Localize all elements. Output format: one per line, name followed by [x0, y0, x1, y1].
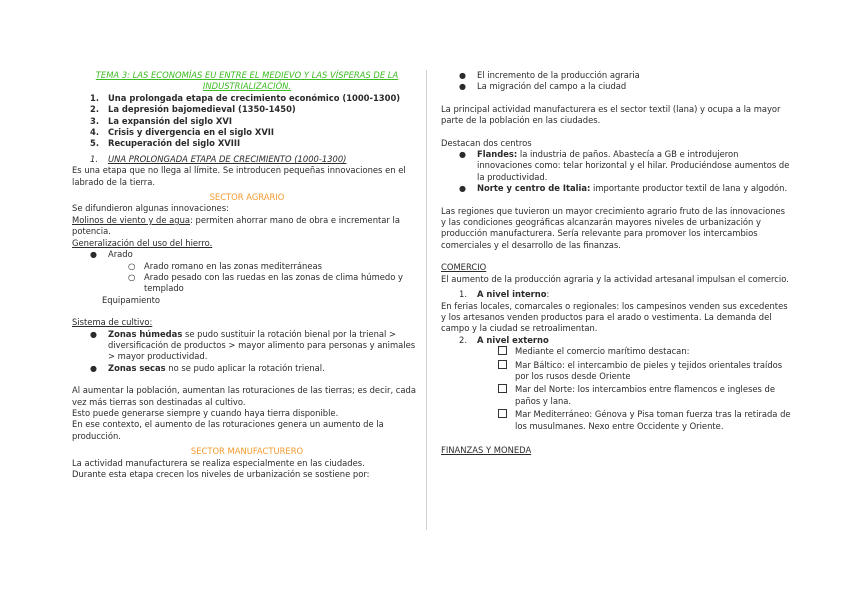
roturaciones-paragraph: Al aumentar la población, aumentan las roturaciones de las tierras; es decir, cada vez más tierras son destinadas al cultivo. [72, 385, 416, 407]
checklist-item: Mar Mediterráneo: Génova y Pisa toman fuerza tras la retirada de los musulmanes. Nexo entre Occidente y Oriente. [441, 409, 791, 432]
document-title: TEMA 3: LAS ECONOMÍAS EU ENTRE EL MEDIEVO Y LAS VÍSPERAS DE LA INDUSTRIALIZACIÓN. [95, 70, 399, 92]
externo-heading: 2. A nivel externo [459, 334, 549, 345]
list-item: ● Flandes: la industria de paños. Abastecía a GB e introdujeron innovaciones como: telar horizontal y el hilar. Produciéndose aumentos de la productividad. [459, 149, 790, 182]
right-column [441, 70, 791, 456]
comercio-intro: El aumento de la producción agraria y la actividad artesanal impulsan el comercio. [441, 273, 789, 284]
toc-item: 3. La expansión del siglo XVI [90, 115, 232, 126]
left-column [72, 70, 422, 480]
checklist-item: Mar del Norte: los intercambios entre flamencos e ingleses de paños y lana. [441, 384, 791, 407]
bullet-icon: ● [459, 150, 466, 160]
agrario-intro: Se difundieron algunas innovaciones: [72, 203, 229, 214]
checklist-item: Mediante el comercio marítimo destacan: [441, 346, 791, 357]
checkbox-icon[interactable] [498, 346, 507, 355]
list-item: ○ Arado pesado con las ruedas en las zonas de clima húmedo y templado [128, 271, 403, 294]
roturaciones-paragraph: En ese contexto, el aumento de las roturaciones genera un aumento de la producción. [72, 419, 384, 441]
bullet-icon: ● [459, 82, 466, 92]
sector-manufacturero-heading: SECTOR MANUFACTURERO [190, 446, 304, 457]
list-item: ○ Arado romano en las zonas mediterráneas [128, 260, 322, 271]
finanzas-heading: FINANZAS Y MONEDA [441, 444, 532, 455]
toc-item: 1. Una prolongada etapa de crecimiento económico (1000-1300) [90, 92, 401, 103]
list-item: ● Zonas secas no se pudo aplicar la rotación trienal. [90, 362, 325, 373]
bullet-icon: ● [90, 250, 97, 260]
bullet-icon: ● [459, 71, 466, 80]
cultivo-heading: Sistema de cultivo: [72, 317, 153, 328]
sector-agrario-heading: SECTOR AGRARIO [209, 192, 285, 203]
manufacturero-paragraph: Durante esta etapa crecen los niveles de urbanización se sostiene por: [72, 469, 370, 479]
checkbox-icon[interactable] [498, 384, 507, 393]
bullet-icon: ● [459, 184, 466, 194]
circle-bullet-icon: ○ [128, 271, 136, 282]
hierro-heading: Generalización del uso del hierro. [72, 237, 213, 248]
checkbox-icon[interactable] [498, 360, 507, 369]
comercio-heading: COMERCIO [441, 262, 487, 273]
destacan-label: Destacan dos centros [441, 137, 532, 148]
bullet-icon: ● [90, 363, 97, 373]
regiones-paragraph: Las regiones que tuvieron un mayor crecimiento agrario fruto de las innovaciones y las condiciones geográficas alcanzarán mayores niveles de urbanización y producción manufacturera. Sería relevante para promover los intercambios comerciales y el desarrollo de las finanzas. [441, 205, 786, 250]
checkbox-icon[interactable] [498, 409, 507, 418]
checklist-item: Mar Báltico: el intercambio de pieles y tejidos orientales traídos por los rusos desde Oriente [441, 360, 791, 383]
toc-item: 5. Recuperación del siglo XVIII [90, 138, 241, 149]
table-of-contents [72, 93, 422, 150]
list-item: ● Zonas húmedas se pudo sustituir la rotación bienal por la trienal > diversificación de productos > mayor alimento para personas y animales > mayor productividad. [90, 328, 416, 362]
textil-paragraph: La principal actividad manufacturera es el sector textil (lana) y ocupa a la mayor parte de la población en las ciudades. [441, 103, 781, 126]
list-item: ● Arado [90, 249, 133, 260]
circle-bullet-icon: ○ [128, 260, 136, 271]
list-item: ● Norte y centro de Italia: importante productor textil de lana y algodón. [459, 183, 788, 194]
list-item: ● El incremento de la producción agraria [459, 70, 640, 80]
interno-paragraph: En ferias locales, comarcales o regionales: los campesinos venden sus excedentes y los artesanos venden productos para el arado o vestimenta. La demanda del campo y la ciudad se retroalimentan. [441, 300, 788, 334]
section-1-heading: 1. UNA PROLONGADA ETAPA DE CRECIMIENTO (1000-1300) [90, 153, 347, 164]
bullet-icon: ● [90, 329, 97, 339]
interno-heading: 1. A nivel interno: [459, 289, 550, 300]
equipamiento-label: Equipamiento [102, 294, 161, 305]
molinos-paragraph: Molinos de viento y de agua: permiten ahorrar mano de obra e incrementar la potencia. [72, 214, 400, 237]
section-1-intro: Es una etapa que no llega al límite. Se introducen pequeñas innovaciones en el labrado de la tierra. [72, 165, 406, 187]
roturaciones-paragraph: Esto puede generarse siempre y cuando haya tierra disponible. [72, 407, 339, 418]
toc-item: 2. La depresión bajomedieval (1350-1450) [90, 104, 296, 115]
column-divider [426, 70, 427, 530]
toc-item: 4. Crisis y divergencia en el siglo XVII [90, 127, 275, 138]
manufacturero-paragraph: La actividad manufacturera se realiza especialmente en las ciudades. [72, 457, 365, 468]
list-item: ● La migración del campo a la ciudad [459, 81, 627, 92]
